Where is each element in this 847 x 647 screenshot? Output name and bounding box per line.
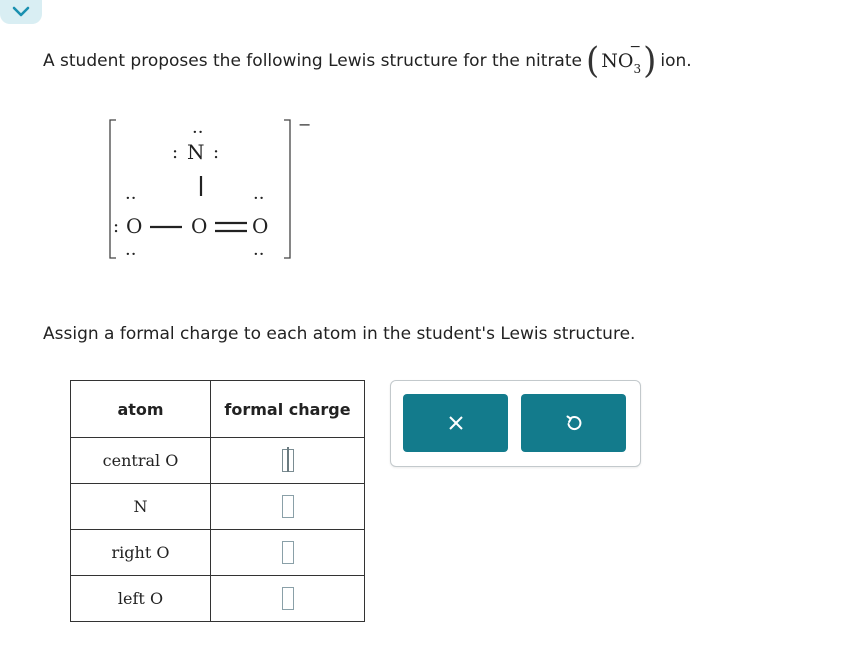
lewis-structure (100, 108, 325, 268)
table-row (71, 484, 365, 530)
left-bracket (110, 120, 116, 258)
formal-charge-input-n[interactable] (282, 495, 294, 518)
atom-label: right O (71, 530, 211, 576)
table-row (71, 438, 365, 484)
chevron-down-icon (12, 6, 30, 18)
x-icon (447, 414, 465, 432)
n-lone-pair-top: ·· (192, 122, 204, 143)
table-row (71, 530, 365, 576)
formula-main: NO (601, 50, 634, 72)
atom-label: N (71, 484, 211, 530)
atom-label: left O (71, 576, 211, 622)
table-row (71, 576, 365, 622)
formal-charge-table (70, 380, 365, 622)
atom-left-o: O (126, 214, 143, 238)
atom-label: central O (71, 438, 211, 484)
n-lone-pair-right: : (213, 142, 220, 163)
right-bracket (284, 120, 290, 258)
collapse-button[interactable] (0, 0, 42, 24)
prompt-suffix: ion. (660, 51, 692, 71)
answer-controls (390, 380, 641, 467)
right-o-lone-pair-top: ·· (253, 188, 265, 209)
header-formal-charge: formal charge (211, 381, 365, 438)
n-lone-pair-left: : (172, 142, 179, 163)
formula-subscript: 3 (633, 62, 642, 76)
left-o-lone-pair-left: : (113, 216, 120, 237)
formal-charge-input-left-o[interactable] (282, 587, 294, 610)
question-prompt (43, 39, 692, 82)
instruction-text: Assign a formal charge to each atom in the student's Lewis structure. (43, 324, 636, 344)
formula-charge: − (629, 39, 642, 55)
atom-center-o: O (191, 214, 208, 238)
header-atom: atom (71, 381, 211, 438)
ion-charge: − (298, 115, 312, 134)
left-o-lone-pair-top: ·· (125, 188, 137, 209)
undo-button[interactable] (521, 394, 626, 452)
atom-right-o: O (252, 214, 269, 238)
atom-n: N (187, 140, 205, 164)
formal-charge-input-right-o[interactable] (282, 541, 294, 564)
right-o-lone-pair-bottom: ·· (253, 244, 265, 265)
left-o-lone-pair-bottom: ·· (125, 244, 137, 265)
formal-charge-input-central-o[interactable] (282, 449, 294, 472)
clear-button[interactable] (403, 394, 508, 452)
prompt-text: A student proposes the following Lewis structure for the nitrate (43, 51, 582, 71)
undo-icon (564, 413, 584, 433)
nitrate-formula: ( $NO_3$ − ) (585, 39, 657, 82)
